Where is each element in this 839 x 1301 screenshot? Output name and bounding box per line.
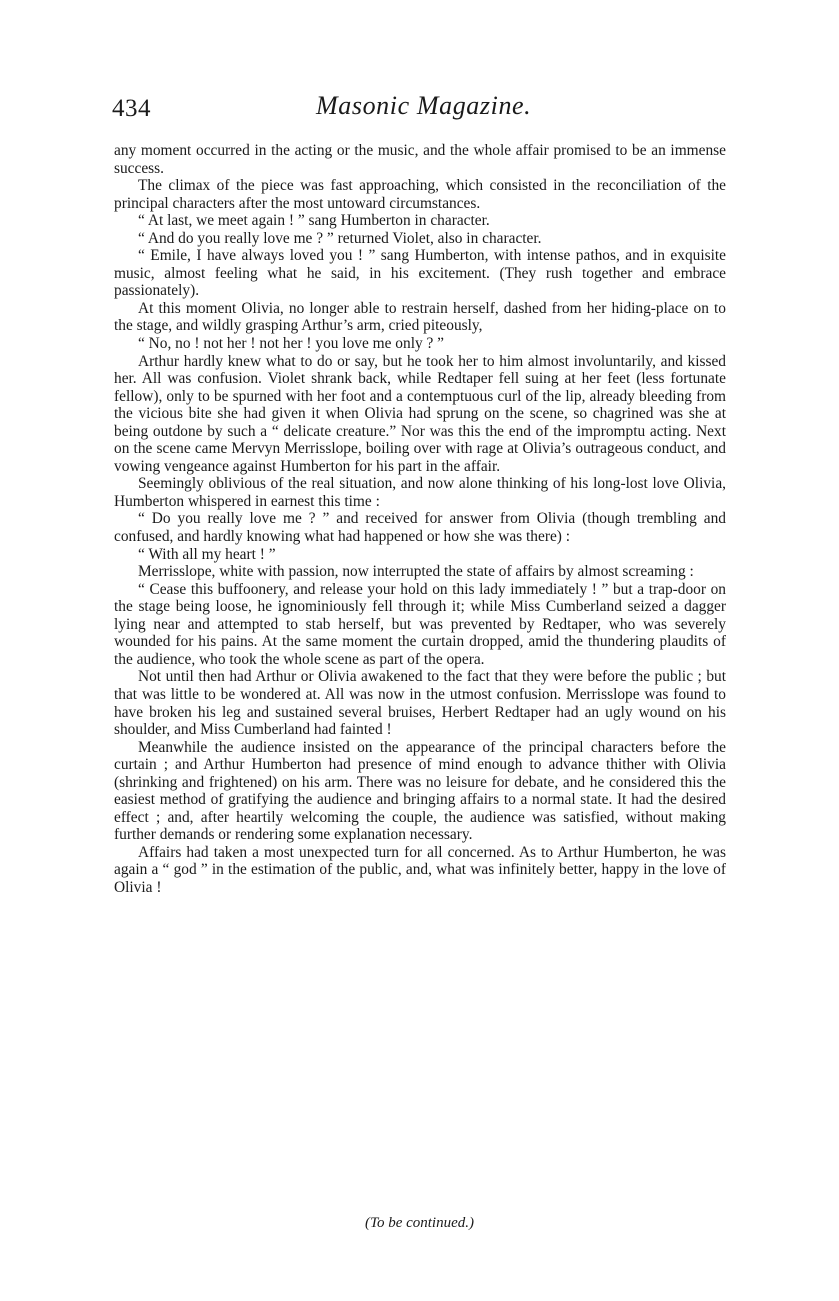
paragraph: “ With all my heart ! ” bbox=[138, 545, 276, 563]
paragraph: any moment occurred in the acting or the music, and the whole affair promised to be an immense success. bbox=[114, 142, 726, 177]
paragraph: Merrisslope, white with passion, now interrupted the state of affairs by almost screaming : bbox=[138, 563, 694, 581]
paragraph: “ Emile, I have always loved you ! ” sang Humberton, with intense pathos, and in exquisite music, almost feeling what he said, in his excitement. (They rush together and embrace passionately). bbox=[114, 247, 726, 300]
paragraph: Arthur hardly knew what to do or say, but he took her to him almost involuntarily, and kissed her. All was confusion. Violet shrank back, while Redtaper fell suing at her feet (less fortunate fellow), only to be spurned with her foot and a contemptuous curl of the lip, already bleeding from the vicious bite she had given it when Olivia had sprung on the scene, so chagrined was she at being outdone by such a “ delicate creature.” Nor was this the end of the impromptu acting. Next on the scene came Mervyn Merrisslope, boiling over with rage at Olivia’s outrageous conduct, and vowing vengeance against Humberton for his part in the affair. bbox=[114, 352, 726, 475]
page-number: 434 bbox=[112, 95, 151, 122]
article-body bbox=[114, 142, 726, 897]
paragraph: Not until then had Arthur or Olivia awakened to the fact that they were before the public ; but that was little to be wondered at. All was now in the utmost confusion. Merrisslope was found to have broken his leg and sustained several bruises, Herbert Redtaper had an ugly wound on his shoulder, and Miss Cumberland had fainted ! bbox=[114, 668, 726, 739]
paragraph: Meanwhile the audience insisted on the appearance of the principal characters before the curtain ; and Arthur Humberton had presence of mind enough to advance thither with Olivia (shrinking and frightened) on his arm. There was no leisure for debate, and he considered this the easiest method of gratifying the audience and bringing affairs to a normal state. It had the desired effect ; and, after heartily welcoming the couple, the audience was satisfied, without making further demands or rendering some explanation necessary. bbox=[114, 738, 726, 844]
paragraph: Affairs had taken a most unexpected turn for all concerned. As to Arthur Humberton, he was again a “ god ” in the estimation of the public, and, what was infinitely better, happy in the love of Olivia ! bbox=[114, 843, 726, 896]
paragraph: At this moment Olivia, no longer able to restrain herself, dashed from her hiding-place on to the stage, and wildly grasping Arthur’s arm, cried piteously, bbox=[114, 299, 726, 335]
paragraph: “ Do you really love me ? ” and received for answer from Olivia (though trembling and confused, and hardly knowing what had happened or how she was there) : bbox=[114, 510, 726, 546]
paragraph: Seemingly oblivious of the real situation, and now alone thinking of his long-lost love Olivia, Humberton whispered in earnest this time : bbox=[114, 475, 726, 510]
to-be-continued-note: (To be continued.) bbox=[364, 1215, 474, 1231]
paragraph: “ Cease this buffoonery, and release your hold on this lady immediately ! ” but a trap-door on the stage being loose, he ignominiously fell through it; while Miss Cumberland seized a dagger lying near and attempted to stab herself, but was prevented by Redtaper, who was severely wounded for his pains. At the same moment the curtain dropped, amid the thundering plaudits of the audience, who took the whole scene as part of the opera. bbox=[114, 580, 726, 668]
paragraph: The climax of the piece was fast approaching, which consisted in the reconciliation of the principal characters after the most untoward circumstances. bbox=[114, 177, 726, 212]
running-title: Masonic Magazine. bbox=[316, 91, 532, 120]
paragraph: “ No, no ! not her ! not her ! you love me only ? ” bbox=[138, 335, 445, 353]
paragraph: “ And do you really love me ? ” returned Violet, also in character. bbox=[138, 229, 542, 247]
paragraph: “ At last, we meet again ! ” sang Humberton in character. bbox=[138, 212, 490, 230]
